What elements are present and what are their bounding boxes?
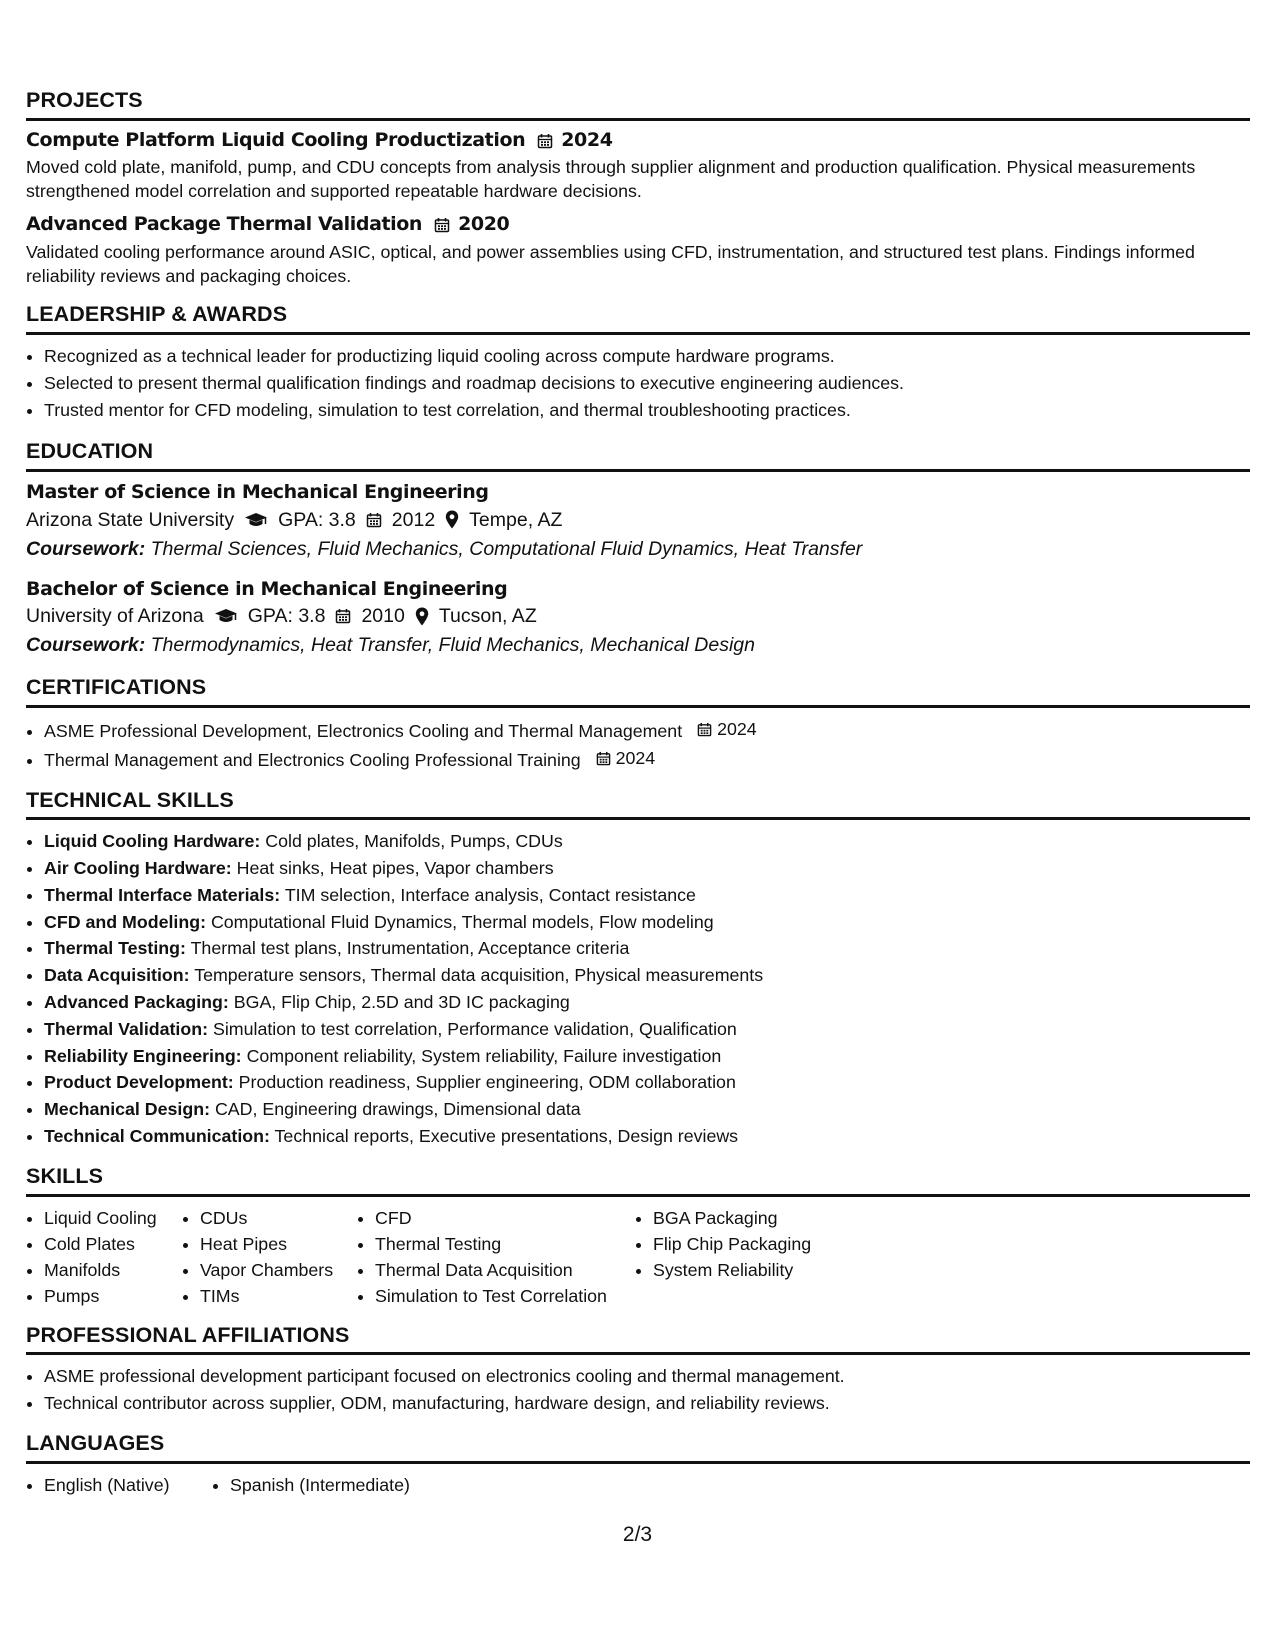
skill-values: Technical reports, Executive presentations, Design reviews — [274, 1126, 739, 1146]
project-date — [434, 213, 509, 237]
list-item: • Technical contributor across supplier, ODM, manufacturing, hardware design, and reliability reviews. — [44, 1390, 1250, 1417]
certification-name: Thermal Management and Electronics Cooling Professional Training — [44, 749, 581, 770]
skill-category: Advanced Packaging: — [44, 992, 229, 1013]
list-item — [44, 989, 1250, 1016]
coursework-label: Coursework: — [26, 537, 146, 560]
education-entry — [26, 480, 1250, 563]
skill-values: Thermal test plans, Instrumentation, Acceptance criteria — [190, 938, 630, 959]
skill-values: CAD, Engineering drawings, Dimensional data — [214, 1099, 581, 1120]
coursework — [26, 535, 1250, 563]
skills-column — [357, 1205, 635, 1309]
project-description: Moved cold plate, manifold, pump, and CDU concepts from analysis through supplier alignment and production qualification. Physical measurements strengthened model correlation and supported repeatable hardware decisions. — [26, 157, 1196, 202]
list-item: • ASME professional development participant focused on electronics cooling and thermal management. — [44, 1363, 1250, 1390]
school-location: Tempe, AZ — [469, 508, 563, 531]
list-item: • CFD — [375, 1205, 635, 1231]
leadership-section — [26, 302, 1250, 423]
section-title-technical-skills: TECHNICAL SKILLS — [26, 788, 1250, 821]
calendar-icon — [697, 722, 712, 737]
coursework-list: Thermal Sciences, Fluid Mechanics, Computational Fluid Dynamics, Heat Transfer — [150, 537, 863, 560]
languages-section — [26, 1431, 1250, 1498]
skill-values: Component reliability, System reliability, Failure investigation — [246, 1045, 722, 1066]
map-pin-icon — [415, 607, 429, 626]
section-title-certifications: CERTIFICATIONS — [26, 675, 1250, 708]
list-item — [44, 1069, 1250, 1096]
list-item: • Simulation to Test Correlation — [375, 1283, 635, 1309]
skill-category: Reliability Engineering: — [44, 1045, 242, 1066]
education-meta — [26, 505, 1250, 535]
school-name: University of Arizona — [26, 605, 204, 628]
skill-category: Mechanical Design: — [44, 1099, 211, 1120]
degree-name: Bachelor of Science in Mechanical Engineering — [26, 577, 508, 600]
skill-category: Thermal Interface Materials: — [44, 884, 281, 905]
graduation-year: 2012 — [391, 508, 436, 531]
project-name: Advanced Package Thermal Validation — [26, 213, 423, 236]
skills-column — [182, 1205, 357, 1309]
calendar-icon — [596, 751, 611, 766]
certification-name: ASME Professional Development, Electronics Cooling and Thermal Management — [44, 721, 683, 742]
school-name: Arizona State University — [26, 508, 235, 531]
list-item — [44, 935, 1250, 962]
list-item — [44, 962, 1250, 989]
affiliations-section — [26, 1323, 1250, 1417]
list-item: • Flip Chip Packaging — [653, 1231, 873, 1257]
project-date — [537, 129, 612, 153]
list-item: • Recognized as a technical leader for productizing liquid cooling across compute hardware programs. — [44, 343, 1250, 370]
skill-values: Temperature sensors, Thermal data acquisition, Physical measurements — [194, 965, 764, 986]
list-item — [44, 1123, 1250, 1150]
skills-grid — [26, 1205, 1250, 1309]
skill-category: Product Development: — [44, 1072, 234, 1093]
list-item: • BGA Packaging — [653, 1205, 873, 1231]
education-section — [26, 439, 1250, 659]
list-item — [44, 828, 1250, 855]
skill-values: Production readiness, Supplier engineering, ODM collaboration — [238, 1072, 736, 1093]
calendar-icon — [434, 217, 450, 233]
project-header — [26, 129, 1250, 153]
list-item — [44, 1043, 1250, 1070]
technical-skills-section — [26, 788, 1250, 1150]
skills-column — [26, 1205, 182, 1309]
section-title-affiliations: PROFESSIONAL AFFILIATIONS — [26, 1323, 1250, 1356]
project-entry — [26, 213, 1250, 288]
skill-category: Data Acquisition: — [44, 965, 190, 986]
list-item: • Selected to present thermal qualification findings and roadmap decisions to executive engineering audiences. — [44, 370, 1250, 397]
list-item: • English (Native) — [44, 1472, 212, 1498]
list-item: • Liquid Cooling — [44, 1205, 182, 1231]
graduation-cap-icon — [244, 511, 268, 529]
affiliations-list — [26, 1363, 1250, 1417]
education-entry — [26, 577, 1250, 660]
calendar-icon — [366, 512, 382, 528]
skill-values: Computational Fluid Dynamics, Thermal models, Flow modeling — [210, 911, 714, 932]
skill-category: Technical Communication: — [44, 1126, 270, 1146]
certifications-list — [26, 716, 1250, 773]
certification-date-text: 2024 — [615, 747, 656, 768]
list-item: • Vapor Chambers — [200, 1257, 357, 1283]
project-entry — [26, 129, 1250, 204]
project-description: Validated cooling performance around ASIC, optical, and power assemblies using CFD, instrumentation, and structured test plans. Findings informed reliability reviews and packaging choices. — [26, 242, 1195, 287]
list-item: • Manifolds — [44, 1257, 182, 1283]
list-item — [44, 716, 1250, 745]
project-date-text: 2020 — [458, 213, 510, 236]
gpa-text: GPA: 3.8 — [247, 605, 326, 628]
section-title-education: EDUCATION — [26, 439, 1250, 472]
languages-row — [26, 1472, 1250, 1498]
coursework-list: Thermodynamics, Heat Transfer, Fluid Mechanics, Mechanical Design — [150, 634, 756, 657]
list-item: • Heat Pipes — [200, 1231, 357, 1257]
skill-values: Cold plates, Manifolds, Pumps, CDUs — [265, 831, 563, 852]
project-header — [26, 213, 1250, 237]
leadership-list — [26, 343, 1250, 423]
section-title-skills: SKILLS — [26, 1164, 1250, 1197]
section-title-projects: PROJECTS — [26, 88, 1250, 121]
skill-category: Air Cooling Hardware: — [44, 858, 232, 879]
project-date-text: 2024 — [561, 128, 613, 151]
skills-column — [635, 1205, 873, 1309]
map-pin-icon — [445, 510, 459, 529]
degree-name: Master of Science in Mechanical Engineering — [26, 481, 489, 504]
list-item: • Thermal Data Acquisition — [375, 1257, 635, 1283]
school-location: Tucson, AZ — [438, 605, 537, 628]
education-meta — [26, 601, 1250, 631]
graduation-cap-icon — [214, 607, 238, 625]
skill-category: Thermal Testing: — [44, 938, 186, 959]
language-item — [26, 1472, 212, 1498]
section-title-languages: LANGUAGES — [26, 1431, 1250, 1464]
coursework — [26, 631, 1250, 659]
certifications-section — [26, 675, 1250, 773]
resume-page — [26, 88, 1250, 1498]
skills-section — [26, 1164, 1250, 1309]
list-item — [44, 909, 1250, 936]
section-title-leadership: LEADERSHIP & AWARDS — [26, 302, 1250, 335]
list-item: • TIMs — [200, 1283, 357, 1309]
list-item — [44, 882, 1250, 909]
skill-category: CFD and Modeling: — [44, 911, 206, 932]
certification-date — [697, 716, 757, 743]
list-item: • Thermal Testing — [375, 1231, 635, 1257]
technical-skills-list — [26, 828, 1250, 1150]
list-item: • Spanish (Intermediate) — [230, 1472, 410, 1498]
calendar-icon — [537, 133, 553, 149]
skill-category: Liquid Cooling Hardware: — [44, 831, 261, 852]
list-item — [44, 1016, 1250, 1043]
list-item — [44, 855, 1250, 882]
skill-values: BGA, Flip Chip, 2.5D and 3D IC packaging — [233, 992, 570, 1013]
skill-values: TIM selection, Interface analysis, Contact resistance — [284, 884, 696, 905]
list-item: • Trusted mentor for CFD modeling, simulation to test correlation, and thermal troubleshooting practices. — [44, 397, 1250, 424]
coursework-label: Coursework: — [26, 634, 146, 657]
skill-values: Simulation to test correlation, Performance validation, Qualification — [212, 1018, 737, 1039]
skill-values: Heat sinks, Heat pipes, Vapor chambers — [236, 858, 554, 879]
graduation-year: 2010 — [361, 605, 405, 628]
list-item: • Pumps — [44, 1283, 182, 1309]
gpa-text: GPA: 3.8 — [278, 508, 356, 531]
certification-date-text: 2024 — [717, 719, 757, 740]
project-name: Compute Platform Liquid Cooling Productization — [26, 128, 526, 151]
language-item — [212, 1472, 410, 1498]
list-item — [44, 1096, 1250, 1123]
list-item: • System Reliability — [653, 1257, 873, 1283]
list-item — [44, 745, 1250, 774]
projects-section — [26, 88, 1250, 288]
calendar-icon — [335, 608, 351, 624]
list-item: • CDUs — [200, 1205, 357, 1231]
list-item: • Cold Plates — [44, 1231, 182, 1257]
certification-date — [596, 745, 656, 772]
page-number: 2/3 — [622, 1523, 653, 1546]
skill-category: Thermal Validation: — [44, 1018, 209, 1039]
